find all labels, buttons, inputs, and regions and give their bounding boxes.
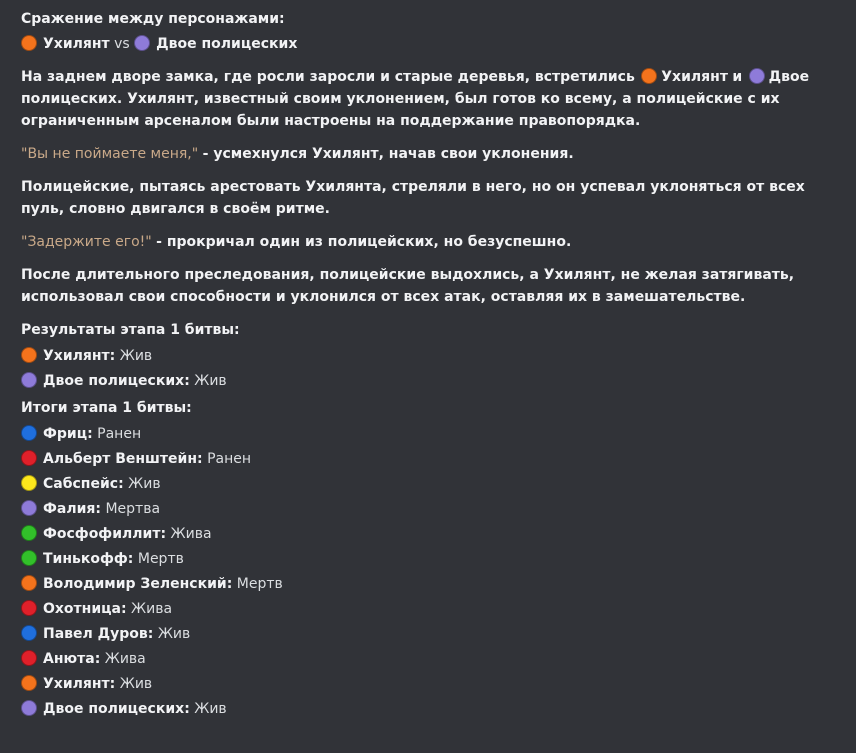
character-name: Павел Дуров: [43, 626, 148, 642]
character-name: Фриц: [43, 426, 88, 442]
character-name: Анюта: [43, 651, 95, 667]
separator: :: [197, 451, 203, 467]
purple-circle-icon: [21, 500, 37, 516]
character-status: Жив: [119, 676, 153, 692]
character-status: Жива: [170, 526, 212, 542]
character-name: Альберт Венштейн: [43, 451, 198, 467]
character-name: Фосфофиллит: [43, 526, 161, 542]
vs-right-name: Двое полицеских: [156, 36, 298, 52]
story-paragraph-1: На заднем дворе замка, где росли заросли и старые деревья, встретились Ухилянт и Двое полицеских. Ухилянт, известный своим уклонением, был готов ко всему, а полицейские с их ограниченным арсеналом были настроены на поддержание правопорядка.: [21, 69, 810, 129]
character-status: Ранен: [97, 426, 142, 442]
purple-circle-icon: [21, 700, 37, 716]
results-title: Результаты этапа 1 битвы:: [21, 322, 240, 338]
red-circle-icon: [21, 600, 37, 616]
character-name: Фалия: [43, 501, 96, 517]
list-item: [21, 697, 846, 722]
character-name: Охотница: [43, 601, 121, 617]
character-status: Жива: [131, 601, 173, 617]
purple-circle-icon: [21, 372, 37, 388]
character-name: Двое полицеских: [43, 701, 185, 717]
separator: :: [118, 476, 124, 492]
orange-circle-icon: [641, 68, 657, 84]
separator: :: [127, 551, 134, 567]
green-circle-icon: [21, 550, 37, 566]
separator: :: [109, 676, 116, 692]
list-item: [21, 597, 846, 622]
purple-circle-icon: [749, 68, 765, 84]
list-item: [21, 497, 846, 522]
blue-circle-icon: [21, 625, 37, 641]
list-item: [21, 344, 846, 369]
totals-title: Итоги этапа 1 битвы:: [21, 400, 192, 416]
list-item: [21, 472, 846, 497]
character-status: Жива: [104, 651, 146, 667]
separator: :: [87, 426, 93, 442]
character-status: Жив: [194, 701, 227, 717]
separator: :: [120, 601, 127, 617]
separator: :: [184, 701, 190, 717]
separator: :: [184, 373, 190, 389]
character-status: Мертв: [236, 576, 283, 592]
character-name: Володимир Зеленский: [43, 576, 227, 592]
character-status: Жив: [119, 348, 153, 364]
story-paragraph-2: "Вы не поймаете меня," - усмехнулся Ухилянт, начав свои уклонения.: [21, 146, 574, 162]
battle-versus-line: [21, 33, 846, 55]
character-name: Ухилянт: [43, 348, 110, 364]
character-status: Жив: [157, 626, 191, 642]
green-circle-icon: [21, 525, 37, 541]
character-status: Жив: [128, 476, 161, 492]
separator: :: [147, 626, 154, 642]
orange-circle-icon: [21, 575, 37, 591]
yellow-circle-icon: [21, 475, 37, 491]
list-item: [21, 522, 846, 547]
orange-circle-icon: [21, 35, 37, 51]
red-circle-icon: [21, 450, 37, 466]
purple-circle-icon: [134, 35, 150, 51]
separator: :: [226, 576, 233, 592]
list-item: [21, 447, 846, 472]
orange-circle-icon: [21, 675, 37, 691]
blue-circle-icon: [21, 425, 37, 441]
character-name: Ухилянт: [43, 676, 110, 692]
battle-header-title: Сражение между персонажами:: [21, 11, 285, 27]
character-status: Мертв: [137, 551, 184, 567]
story-paragraph-4: "Задержите его!" - прокричал один из полицейских, но безуспешно.: [21, 234, 572, 250]
vs-left-name: Ухилянт: [43, 36, 110, 52]
separator: :: [160, 526, 167, 542]
separator: :: [109, 348, 116, 364]
list-item: [21, 369, 846, 394]
character-status: Ранен: [207, 451, 252, 467]
vs-word: vs: [114, 36, 130, 52]
story-paragraph-5: После длительного преследования, полицейские выдохлись, а Ухилянт, не желая затягивать, использовал свои способности и уклонился от всех атак, оставляя их в замешательстве.: [21, 267, 795, 305]
orange-circle-icon: [21, 347, 37, 363]
list-item: [21, 672, 846, 697]
red-circle-icon: [21, 650, 37, 666]
character-name: Сабспейс: [43, 476, 119, 492]
list-item: [21, 547, 846, 572]
totals-list: [21, 422, 846, 722]
list-item: [21, 622, 846, 647]
character-status: Жив: [194, 373, 227, 389]
separator: :: [94, 651, 101, 667]
character-name: Двое полицеских: [43, 373, 185, 389]
list-item: [21, 422, 846, 447]
character-name: Тинькофф: [43, 551, 128, 567]
separator: :: [95, 501, 101, 517]
story-paragraph-3: Полицейские, пытаясь арестовать Ухилянта, стреляли в него, но он успевал уклоняться от всех пуль, словно двигался в своём ритме.: [21, 179, 805, 217]
list-item: [21, 647, 846, 672]
list-item: [21, 572, 846, 597]
character-status: Мертва: [105, 501, 161, 517]
results-list: [21, 344, 846, 394]
